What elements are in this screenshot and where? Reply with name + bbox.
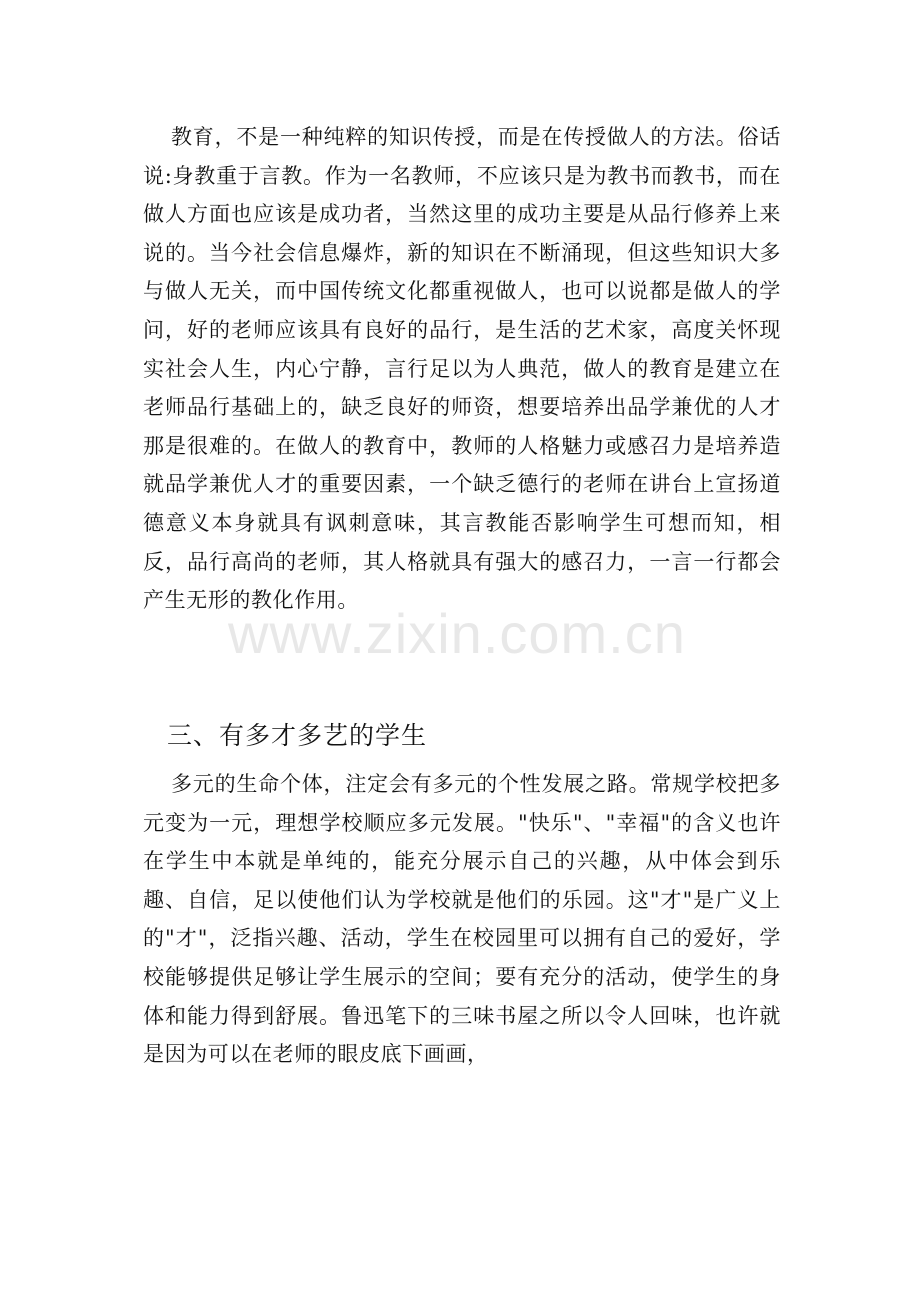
body-paragraph-2: 多元的生命个体，注定会有多元的个性发展之路。常规学校把多元变为一元，理想学校顺应多元发展。"快乐"、"幸福"的含义也许在学生中本就是单纯的，能充分展示自己的兴趣，从中体会到乐趣、自信，足以使他们认为学校就是他们的乐园。这"才"是广义上的"才"，泛指兴趣、活动，学生在校园里可以拥有自己的爱好，学校能够提供足够让学生展示的空间；要有充分的活动，使学生的身体和能力得到舒展。鲁迅笔下的三味书屋之所以令人回味，也许就是因为可以在老师的眼皮底下画画， <box>143 772 781 1067</box>
watermark-text: www.zixin.com.cn <box>228 602 686 665</box>
body-paragraph-1: 教育，不是一种纯粹的知识传授，而是在传授做人的方法。俗话说:身教重于言教。作为一名教师，不应该只是为教书而教书，而在做人方面也应该是成功者，当然这里的成功主要是从品行修养上来说的。当今社会信息爆炸，新的知识在不断涌现，但这些知识大多与做人无关，而中国传统文化都重视做人，也可以说都是做人的学问，好的老师应该具有良好的品行，是生活的艺术家，高度关怀现实社会人生，内心宁静，言行足以为人典范，做人的教育是建立在老师品行基础上的，缺乏良好的师资，想要培养出品学兼优的人才那是很难的。在做人的教育中，教师的人格魅力或感召力是培养造就品学兼优人才的重要因素，一个缺乏德行的老师在讲台上宣扬道德意义本身就具有讽刺意味，其言教能否影响学生可想而知，相反，品行高尚的老师，其人格就具有强大的感召力，一言一行都会产生无形的教化作用。 <box>143 125 781 613</box>
section-heading: 三、有多才多艺的学生 <box>167 721 428 750</box>
